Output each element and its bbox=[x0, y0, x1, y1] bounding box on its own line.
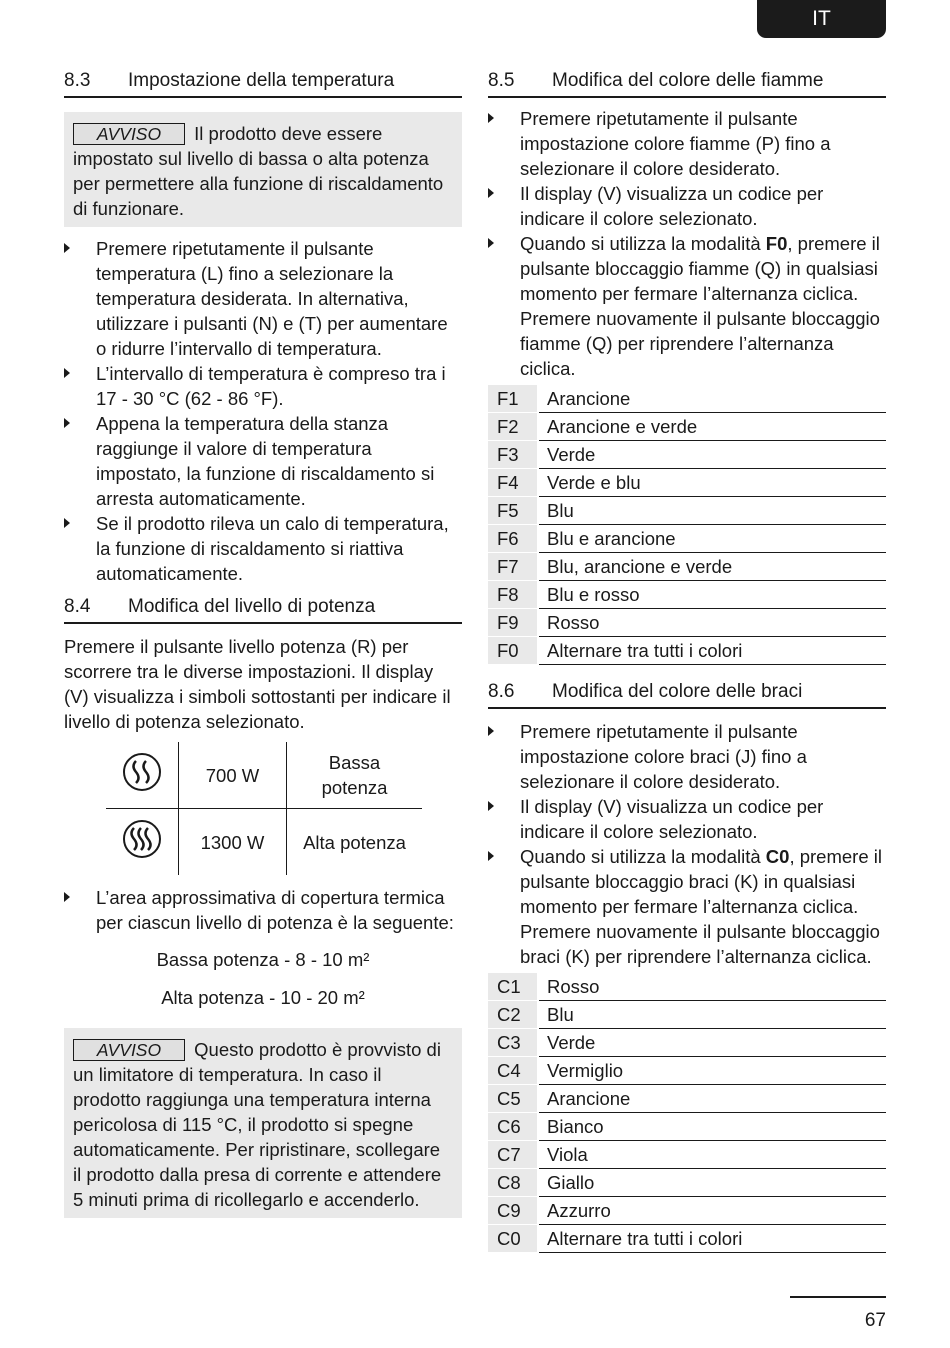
list-item bbox=[488, 231, 886, 381]
section-title: Modifica del colore delle fiamme bbox=[552, 70, 824, 91]
color-name: Blu e rosso bbox=[538, 581, 886, 609]
color-name: Alternare tra tutti i colori bbox=[538, 637, 886, 665]
table-row bbox=[488, 1001, 886, 1029]
color-name: Blu e arancione bbox=[538, 525, 886, 553]
table-row bbox=[488, 1029, 886, 1057]
power-watts: 1300 W bbox=[179, 809, 287, 876]
table-row bbox=[488, 553, 886, 581]
color-code: F7 bbox=[488, 553, 538, 581]
mode-code: F0 bbox=[765, 233, 788, 254]
notice-label: AVVISO bbox=[73, 123, 185, 145]
list-item bbox=[488, 844, 886, 969]
color-code: F1 bbox=[488, 385, 538, 413]
list-item-text: Premere ripetutamente il pulsante temperatura (L) fino a selezionare la temperatura desiderata. In alternativa, utilizzare i pulsanti (N) e (T) per aumentare o ridurre l’intervallo di temperatura. bbox=[96, 238, 448, 359]
table-row bbox=[488, 1057, 886, 1085]
section-8-5-heading bbox=[488, 70, 886, 98]
list-item bbox=[488, 719, 886, 794]
table-row bbox=[488, 1113, 886, 1141]
bullet-list bbox=[64, 885, 462, 935]
table-row bbox=[488, 469, 886, 497]
list-item bbox=[64, 236, 462, 361]
notice-box bbox=[64, 112, 462, 227]
list-item-text: Appena la temperatura della stanza raggiunge il valore di temperatura impostato, la funzione di riscaldamento si arresta automaticamente. bbox=[96, 413, 435, 509]
bullet-marker-icon bbox=[488, 188, 494, 198]
flame-color-table bbox=[488, 385, 886, 665]
list-item-text: Premere ripetutamente il pulsante impostazione colore braci (J) fino a selezionare il colore desiderato. bbox=[520, 721, 807, 792]
list-item-text: Quando si utilizza la modalità bbox=[520, 233, 766, 254]
color-code: F4 bbox=[488, 469, 538, 497]
color-code: F2 bbox=[488, 413, 538, 441]
notice-box bbox=[64, 1028, 462, 1218]
bullet-marker-icon bbox=[64, 243, 70, 253]
table-row bbox=[488, 497, 886, 525]
color-code: F8 bbox=[488, 581, 538, 609]
color-name: Bianco bbox=[538, 1113, 886, 1141]
section-8-6-heading bbox=[488, 681, 886, 709]
color-name: Blu bbox=[538, 497, 886, 525]
bullet-list bbox=[488, 719, 886, 969]
power-label: Alta potenza bbox=[303, 831, 406, 853]
color-name: Arancione bbox=[538, 385, 886, 413]
high-power-heat-icon bbox=[106, 809, 179, 876]
list-item bbox=[488, 106, 886, 181]
power-level-table bbox=[106, 742, 422, 875]
color-code: C6 bbox=[488, 1113, 538, 1141]
bullet-marker-icon bbox=[64, 418, 70, 428]
ember-color-table bbox=[488, 973, 886, 1253]
color-name: Blu, arancione e verde bbox=[538, 553, 886, 581]
section-number: 8.4 bbox=[64, 596, 91, 617]
list-item-text: Il display (V) visualizza un codice per indicare il colore selezionato. bbox=[520, 796, 824, 842]
color-code: C3 bbox=[488, 1029, 538, 1057]
color-name: Azzurro bbox=[538, 1197, 886, 1225]
table-row bbox=[106, 809, 422, 876]
list-item-text: Premere ripetutamente il pulsante impostazione colore fiamme (P) fino a selezionare il colore desiderato. bbox=[520, 108, 831, 179]
color-name: Arancione bbox=[538, 1085, 886, 1113]
bullet-marker-icon bbox=[488, 113, 494, 123]
color-code: C2 bbox=[488, 1001, 538, 1029]
color-name: Verde bbox=[538, 441, 886, 469]
table-row bbox=[488, 973, 886, 1001]
list-item-text: , premere il pulsante bloccaggio fiamme (Q) in qualsiasi momento per fermare l’alternanza ciclica. Premere nuovamente il pulsante bloccaggio fiamme (Q) per riprendere l’alternanza ciclica. bbox=[520, 233, 880, 379]
color-name: Vermiglio bbox=[538, 1057, 886, 1085]
section-number: 8.3 bbox=[64, 70, 91, 91]
table-row bbox=[488, 637, 886, 665]
color-name: Viola bbox=[538, 1141, 886, 1169]
table-row bbox=[488, 385, 886, 413]
notice-text: Il prodotto deve essere impostato sul livello di bassa o alta potenza per permettere alla funzione di riscaldamento di funzionare. bbox=[73, 123, 444, 219]
list-item-text: Se il prodotto rileva un calo di temperatura, la funzione di riscaldamento si riattiva automaticamente. bbox=[96, 513, 449, 584]
section-number: 8.5 bbox=[488, 70, 515, 91]
list-item bbox=[64, 511, 462, 586]
color-name: Giallo bbox=[538, 1169, 886, 1197]
bullet-marker-icon bbox=[64, 368, 70, 378]
color-code: C7 bbox=[488, 1141, 538, 1169]
list-item bbox=[488, 794, 886, 844]
table-row bbox=[488, 413, 886, 441]
color-name: Rosso bbox=[538, 973, 886, 1001]
notice-text: Questo prodotto è provvisto di un limitatore di temperatura. In caso il prodotto raggiunga una temperatura interna pericolosa di 115 °C, il prodotto si spegne automaticamente. Per ripristinare, scollegare il prodotto dalla presa di corrente e attendere 5 minuti prima di ricollegarlo e accenderlo. bbox=[73, 1039, 442, 1210]
color-code: F6 bbox=[488, 525, 538, 553]
list-item-text: Quando si utilizza la modalità bbox=[520, 846, 766, 867]
color-code: C8 bbox=[488, 1169, 538, 1197]
section-title: Modifica del colore delle braci bbox=[552, 681, 803, 702]
mode-code: C0 bbox=[765, 846, 790, 867]
bullet-marker-icon bbox=[64, 518, 70, 528]
color-code: C0 bbox=[488, 1225, 538, 1253]
language-tab: IT bbox=[757, 0, 886, 38]
bullet-list bbox=[488, 106, 886, 381]
table-row bbox=[488, 1085, 886, 1113]
color-name: Verde e blu bbox=[538, 469, 886, 497]
section-8-3-heading bbox=[64, 70, 462, 98]
bullet-marker-icon bbox=[488, 851, 494, 861]
color-code: F9 bbox=[488, 609, 538, 637]
bullet-list bbox=[64, 236, 462, 586]
table-row bbox=[488, 1197, 886, 1225]
color-code: F5 bbox=[488, 497, 538, 525]
notice-label: AVVISO bbox=[73, 1039, 185, 1061]
bullet-marker-icon bbox=[64, 892, 70, 902]
color-code: C1 bbox=[488, 973, 538, 1001]
color-name: Arancione e verde bbox=[538, 413, 886, 441]
section-intro: Premere il pulsante livello potenza (R) per scorrere tra le diverse impostazioni. Il display (V) visualizza i simboli sottostanti per indicare il livello di potenza selezionato. bbox=[64, 636, 451, 732]
table-row bbox=[488, 1141, 886, 1169]
list-item bbox=[64, 361, 462, 411]
table-row bbox=[106, 742, 422, 809]
table-row bbox=[488, 1225, 886, 1253]
coverage-low: Bassa potenza - 8 - 10 m² bbox=[156, 949, 370, 970]
color-name: Verde bbox=[538, 1029, 886, 1057]
color-code: F0 bbox=[488, 637, 538, 665]
power-watts: 700 W bbox=[179, 742, 287, 809]
list-item bbox=[488, 181, 886, 231]
page-number: 67 bbox=[864, 1310, 886, 1331]
table-row bbox=[488, 581, 886, 609]
bullet-marker-icon bbox=[488, 726, 494, 736]
left-column bbox=[64, 70, 462, 1218]
low-power-heat-icon bbox=[106, 742, 179, 809]
table-row bbox=[488, 609, 886, 637]
color-code: C4 bbox=[488, 1057, 538, 1085]
color-name: Blu bbox=[538, 1001, 886, 1029]
list-item bbox=[64, 411, 462, 511]
footer-rule bbox=[790, 1296, 886, 1298]
section-title: Impostazione della temperatura bbox=[128, 70, 395, 91]
list-item-text: , premere il pulsante bloccaggio braci (K) in qualsiasi momento per fermare l’alternanza ciclica. Premere nuovamente il pulsante bloccaggio braci (K) per riprendere l’alternanza ciclica. bbox=[520, 846, 882, 967]
table-row bbox=[488, 1169, 886, 1197]
color-code: C9 bbox=[488, 1197, 538, 1225]
list-item-text: L’intervallo di temperatura è compreso tra i 17 - 30 °C (62 - 86 °F). bbox=[96, 363, 446, 409]
right-column bbox=[488, 70, 886, 1253]
color-code: F3 bbox=[488, 441, 538, 469]
list-item-text: Il display (V) visualizza un codice per indicare il colore selezionato. bbox=[520, 183, 824, 229]
section-title: Modifica del livello di potenza bbox=[128, 596, 376, 617]
color-name: Alternare tra tutti i colori bbox=[538, 1225, 886, 1253]
bullet-marker-icon bbox=[488, 238, 494, 248]
color-name: Rosso bbox=[538, 609, 886, 637]
coverage-high: Alta potenza - 10 - 20 m² bbox=[161, 987, 365, 1008]
power-label: Bassa potenza bbox=[287, 742, 423, 809]
table-row bbox=[488, 525, 886, 553]
section-number: 8.6 bbox=[488, 681, 515, 702]
list-item bbox=[64, 885, 462, 935]
bullet-marker-icon bbox=[488, 801, 494, 811]
table-row bbox=[488, 441, 886, 469]
color-code: C5 bbox=[488, 1085, 538, 1113]
section-8-4-heading bbox=[64, 596, 462, 624]
list-item-text: L’area approssimativa di copertura termica per ciascun livello di potenza è la seguente: bbox=[96, 887, 454, 933]
